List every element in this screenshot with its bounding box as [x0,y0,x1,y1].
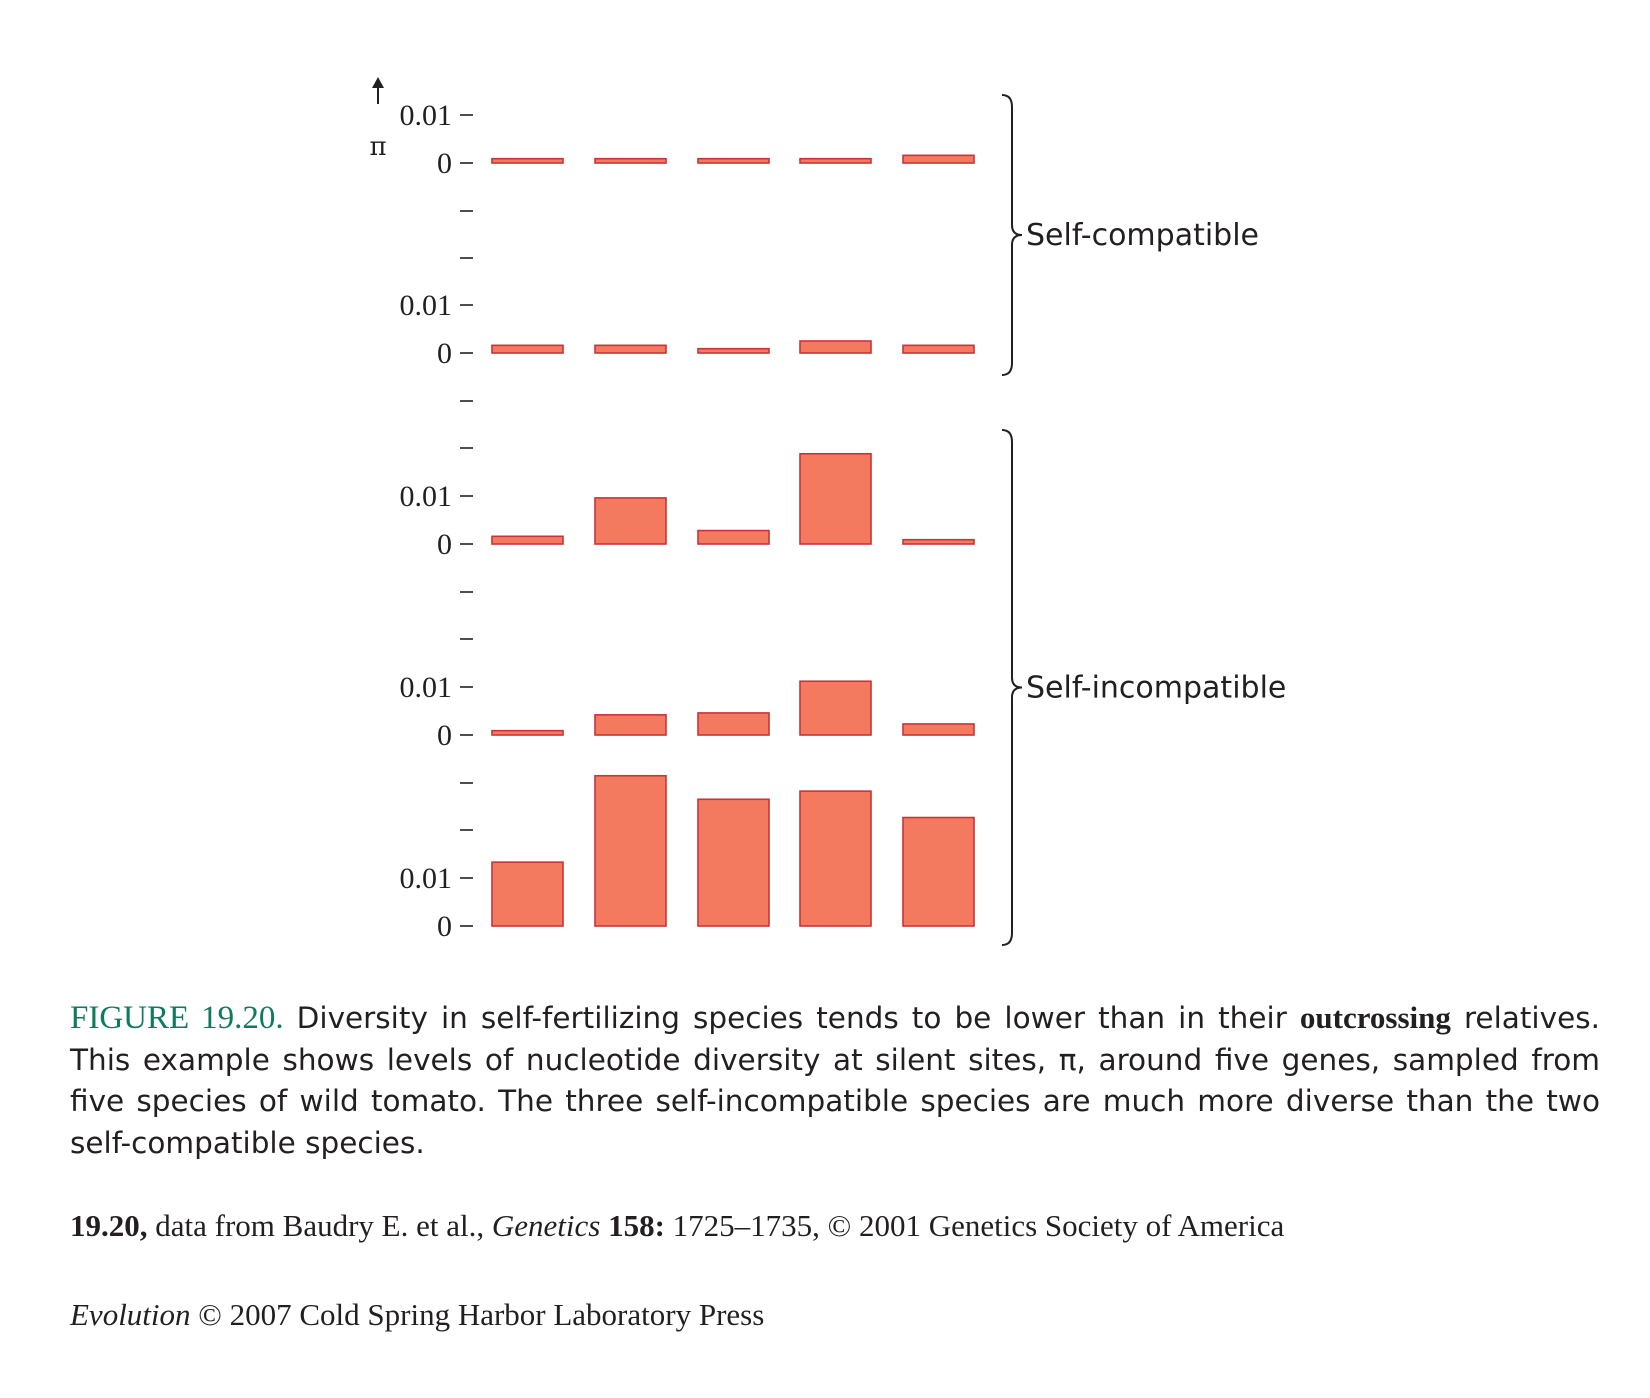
data-credit [70,1208,1284,1244]
bar [698,531,769,544]
figure-label: FIGURE 19.20. [70,1000,284,1036]
bar [492,536,563,544]
bar [492,862,563,926]
bar [595,776,666,926]
y-tick-label-top: 0.01 [399,99,452,132]
bar [800,341,871,353]
bar [903,345,974,353]
y-tick-label-zero: 0 [437,147,452,180]
group-brace [1002,430,1022,945]
credit-journal: Genetics [491,1208,601,1243]
bar [595,159,666,163]
caption-text-before: Diversity in self-fertilizing species tends to be lower than in their [283,1001,1300,1035]
bar [492,731,563,735]
bar [698,799,769,926]
bar [595,715,666,735]
bar [903,540,974,544]
y-tick-label-top: 0.01 [399,480,452,513]
group-braces [1002,95,1022,945]
credit-source-suffix: 1725–1735, © 2001 Genetics Society of America [664,1208,1285,1243]
bar [492,345,563,353]
y-tick-label-zero: 0 [437,528,452,561]
bar [595,345,666,353]
bar [800,791,871,926]
credit-volume: 158: [600,1208,665,1243]
y-tick-label-top: 0.01 [399,289,452,322]
footer-book: Evolution [70,1297,191,1332]
caption-text-after: relatives. This example shows levels of nucleotide diversity at silent sites, π, around five genes, sampled from five species of wild tomato. The three self-incompatible species are much more diverse than the two self-compatible species. [70,1001,1600,1160]
bar [698,713,769,735]
figure-caption [70,997,1600,1164]
bar [492,159,563,163]
credit-figure-ref: 19.20, [70,1208,148,1243]
publisher-footer [70,1297,764,1333]
y-tick-label-top: 0.01 [399,862,452,895]
y-axis-label: π [369,132,387,162]
bars [492,155,974,926]
footer-publisher: © 2007 Cold Spring Harbor Laboratory Press [190,1297,765,1332]
bar [698,159,769,163]
bar [800,454,871,544]
y-tick-label-zero: 0 [437,910,452,943]
y-tick-label-zero: 0 [437,719,452,752]
y-tick-label-top: 0.01 [399,671,452,704]
y-tick-label-zero: 0 [437,337,452,370]
bar [800,681,871,735]
caption-bold-term: outcrossing [1299,1000,1451,1035]
y-axis-arrow-icon [372,77,384,88]
group-label-self-incompatible: Self-incompatible [1026,670,1287,706]
bar [800,159,871,163]
group-brace [1002,95,1022,375]
bar [903,155,974,163]
axis-ticks [460,115,473,926]
bar [595,498,666,544]
bar [698,349,769,353]
bar [903,724,974,735]
credit-source-prefix: data from Baudry E. et al., [147,1208,492,1243]
group-label-self-compatible: Self-compatible [1026,218,1260,253]
bar [903,818,974,926]
